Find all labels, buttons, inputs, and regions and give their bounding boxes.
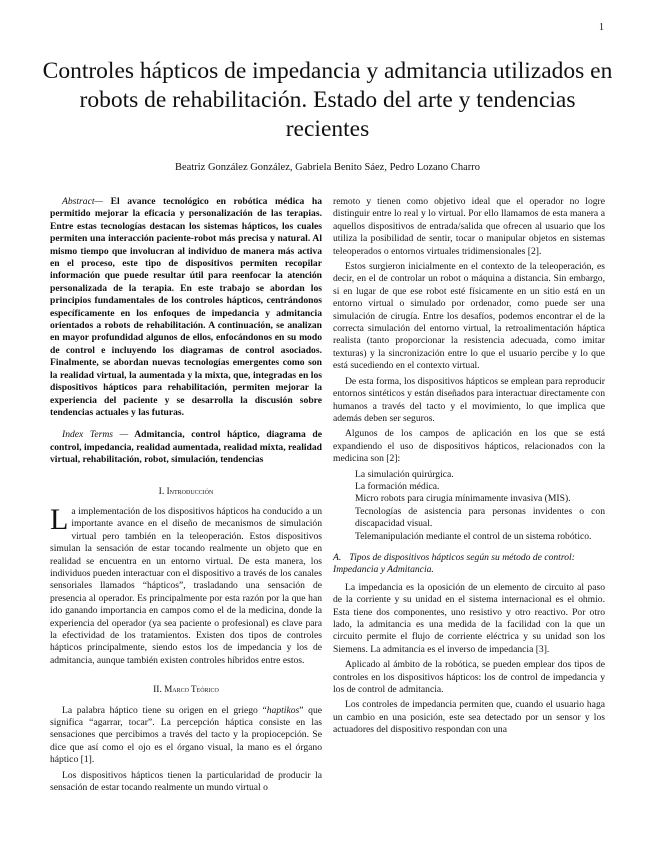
list-item: Telemanipulación mediante el control de un sistema robótico. <box>355 530 592 542</box>
section-heading-marco-teorico <box>50 683 322 696</box>
marco-p1-after: ” que significa “agarrar, tocar”. La percepción háptica consiste en las sensaciones que percibimos a través del tacto y la propiocepción. Se dice que así como el ojo es el órgano visual, la mano es el órgano háptico [1]. <box>50 704 322 766</box>
right-paragraph-5: La impedancia es la oposición de un elemento de circuito al paso de la corriente y su unidad en el sistema internacional es el ohmio. Esta tiene dos componentes, uno resistivo y otro reactivo. Por otro lado, la admitancia es una medida de la facilidad con la que un circuito permite el flujo de corriente eléctrica y su unidad son los Siemens. La admitancia es el inverso de impedancia [3]. <box>333 581 605 655</box>
drop-cap: L <box>50 502 69 536</box>
list-item: Tecnologías de asistencia para personas invidentes o con discapacidad visual. <box>355 505 605 530</box>
list-item: La simulación quirúrgica. <box>355 468 454 480</box>
index-terms-label: Index Terms — <box>62 429 129 441</box>
right-paragraph-3: De esta forma, los dispositivos hápticos se emplean para reproducir entornos sintéticos y están diseñados para interactuar directamente con humanos a través del tacto y el movimiento, lo que implica que además deben ser seguros. <box>333 375 605 424</box>
section-number: II. <box>153 684 162 696</box>
right-paragraph-6: Aplicado al ámbito de la robótica, se pueden emplear dos tipos de controles en los dispositivos hápticos: los de control de impedancia y los de control de admitancia. <box>333 659 605 696</box>
intro-text: a implementación de los dispositivos hápticos ha conducido a un importante avance en el diseño de mecanismos de simulación virtual pero también en la teleoperación. Estos dispositivos simulan la sensación de estar tocando realmente un objeto que en realidad se encuentra en un entorno virtual. De esta manera, los individuos pueden interactuar con el dispositivo a través de los canales sensoriales llamados “hápticos”, trasladando una sensación de presencia al operador. Es principalmente por esta razón por la que han ido ganando importancia en campos como el de la medicina, donde la experiencia del operador (ya sea paciente o profesional) es clave para la efectividad de los tratamientos. Existen dos tipos de controles hápticos principalmente, siendo estos los de impedancia y los de admitancia, aunque también existen controles híbridos entre estos. <box>50 505 322 666</box>
section-number: I. <box>158 485 165 497</box>
list-item: Micro robots para cirugía mínimamente invasiva (MIS). <box>355 493 571 505</box>
list-item: La formación médica. <box>355 480 440 492</box>
right-paragraph-4: Algunos de los campos de aplicación en los que se está expandiendo el uso de dispositivos hápticos, relacionados con la medicina son [2]: <box>333 428 605 465</box>
abstract <box>50 196 322 419</box>
section-title: Introducción <box>166 485 214 496</box>
section-title: Marco Teórico <box>164 684 219 695</box>
subsection-title: Tipos de dispositivos hápticos según su método de control: Impedancia y Admitancia. <box>333 551 575 576</box>
marco-p1-italic: haptikos <box>266 704 300 716</box>
authors: Beatriz González González, Gabriela Benito Sáez, Pedro Lozano Charro <box>175 162 480 173</box>
subsection-number: A. <box>333 551 342 563</box>
section-heading-introduction <box>50 485 322 498</box>
paper-title: Controles hápticos de impedancia y admitancia utilizados en robots de rehabilitación. Estado del arte y tendencias recientes <box>42 58 613 142</box>
index-terms <box>50 429 322 466</box>
marco-paragraph-2: Los dispositivos hápticos tienen la particularidad de producir la sensación de estar tocando realmente un mundo virtual o <box>50 769 322 794</box>
index-terms-text: Admitancia, control háptico, diagrama de control, impedancia, realidad aumentada, realidad mixta, realidad virtual, rehabilitación, robot, simulación, tendencias <box>50 429 322 466</box>
right-paragraph-1: remoto y tienen como objetivo ideal que el operador no logre distinguir entre lo real y lo virtual. Por ello llamamos de esta manera a aquellos dispositivos de entrada/salida que ofrecen al usuario que los utiliza la posibilidad de sentir, tocar o manipular objetos en sistemas teleoperados o entornos virtuales tridimensionales [2]. <box>333 196 605 257</box>
marco-paragraph-1 <box>50 705 322 767</box>
page-number: 1 <box>599 22 604 33</box>
right-column <box>333 196 605 737</box>
abstract-label: Abstract— <box>62 196 104 207</box>
applications-list <box>333 469 605 543</box>
marco-p1-before: La palabra háptico tiene su origen en el griego “ <box>62 704 267 716</box>
intro-paragraph <box>50 502 322 667</box>
right-paragraph-7: Los controles de impedancia permiten que, cuando el usuario haga un cambio en una posición, este sea detectado por un sensor y los actuadores del dispositivo respondan con una <box>333 699 605 736</box>
right-paragraph-2: Estos surgieron inicialmente en el contexto de la teleoperación, es decir, en el de controlar un robot o máquina a distancia. Sin embargo, si en lugar de que ese robot esté físicamente en un sitio está en un entorno virtual o simulado por ordenador, como puede ser una simulación de cirugía. Entre los desafíos, podemos encontrar el de la correcta simulación del entorno virtual, la retroalimentación háptica realista (tanto proporcionar la resistencia adecuada, como imitar texturas) y la sincronización entre lo que el usuario percibe y lo que está sucediendo en el contexto virtual. <box>333 261 605 372</box>
subsection-heading <box>333 552 605 577</box>
abstract-text: El avance tecnológico en robótica médica ha permitido mejorar la eficacia y personalización de las terapias. Entre estas tecnologías destacan los sistemas hápticos, los cuales permiten una interacción paciente-robot más precisa y natural. Al mismo tiempo que involucran al individuo de manera más activa en el proceso, este tipo de dispositivos permiten recopilar información que puede resultar útil para reenfocar la atención personalizada de la terapia. En este trabajo se abordan los principios fundamentales de los controles hápticos, centrándonos específicamente en los enfoques de impedancia y admitancia orientados a robots de rehabilitación. A continuación, se analizan en mayor profundidad algunos de ellos, enfocándonos en su modo de control e incluyendo los diagramas de control asociados. Finalmente, se abordan nuevas tecnologías emergentes como son la realidad virtual, la aumentada y la mixta, que, integradas en los dispositivos hápticos para rehabilitación, permiten mejorar la experiencia del paciente y se desarrolla la discusión sobre tendencias actuales y las futuras. <box>50 196 322 418</box>
left-column <box>50 196 322 794</box>
